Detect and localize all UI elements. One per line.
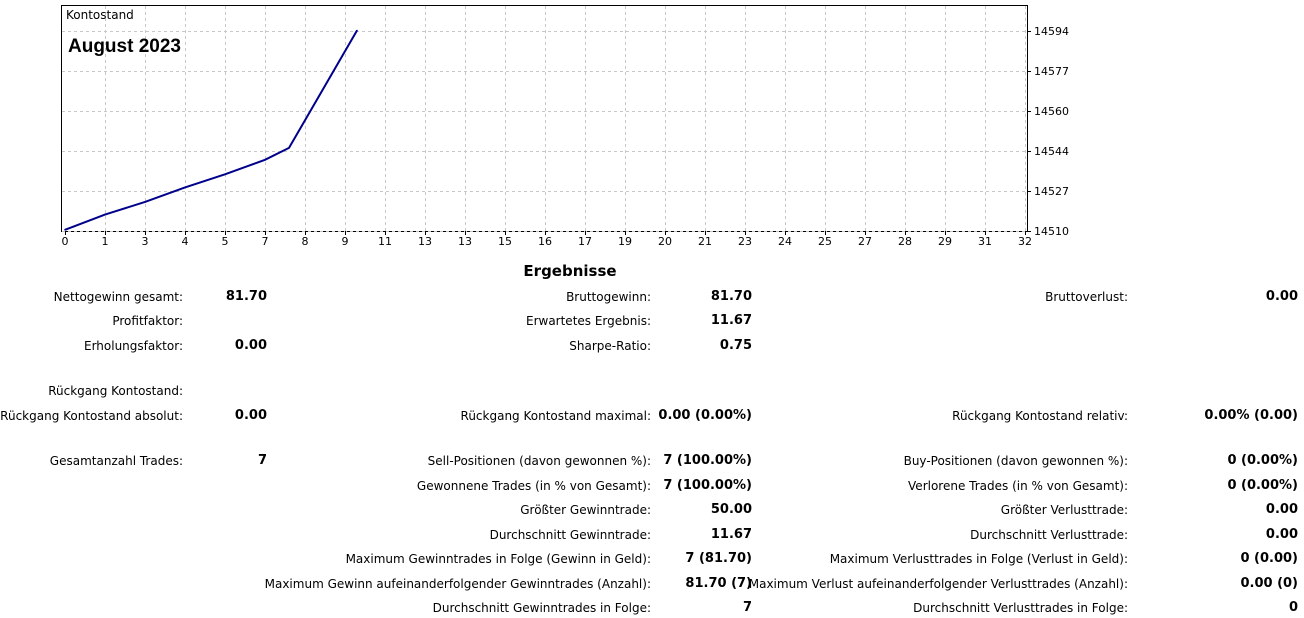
x-tick-label: 5 <box>221 235 229 248</box>
stat-value-col3: 0 (0.00%) <box>1227 478 1298 493</box>
stat-label-col1: Nettogewinn gesamt: <box>53 290 183 304</box>
stat-label-col2: Durchschnitt Gewinntrade: <box>489 528 651 542</box>
x-tick-label: 28 <box>898 235 912 248</box>
y-tick-label: 14544 <box>1034 145 1069 158</box>
stat-label-col1: Profitfaktor: <box>112 314 183 328</box>
results-title: Ergebnisse <box>523 262 617 280</box>
x-tick-label: 11 <box>378 235 392 248</box>
x-tick-label: 13 <box>418 235 432 248</box>
stat-label-col1: Gesamtanzahl Trades: <box>49 454 183 468</box>
stat-label-col1: Rückgang Kontostand absolut: <box>0 409 183 423</box>
stat-label-col2: Durchschnitt Gewinntrades in Folge: <box>432 601 651 615</box>
stat-value-col2: 11.67 <box>710 313 752 328</box>
stat-label-col2: Bruttogewinn: <box>566 290 651 304</box>
series-point <box>264 159 266 161</box>
x-tick-label: 15 <box>498 235 512 248</box>
x-tick-label: 20 <box>658 235 672 248</box>
series-point <box>224 174 226 176</box>
series-point <box>288 147 290 149</box>
stat-value-col2: 81.70 (7) <box>685 576 752 591</box>
x-tick-label: 0 <box>61 235 69 248</box>
y-tick-label: 14577 <box>1034 65 1069 78</box>
y-tick-label: 14527 <box>1034 185 1069 198</box>
stat-label-col3: Maximum Verlusttrades in Folge (Verlust in Geld): <box>829 552 1128 566</box>
x-tick-label: 3 <box>141 235 149 248</box>
x-tick-label: 29 <box>938 235 952 248</box>
stat-label-col3: Rückgang Kontostand relativ: <box>952 409 1128 423</box>
x-tick-label: 7 <box>261 235 269 248</box>
x-tick-label: 27 <box>858 235 872 248</box>
x-tick-label: 16 <box>538 235 552 248</box>
y-tick-label: 14510 <box>1034 225 1069 238</box>
stat-value-col3: 0.00 <box>1265 527 1298 542</box>
stat-label-col2: Maximum Gewinntrades in Folge (Gewinn in Geld): <box>345 552 651 566</box>
equity-chart <box>0 0 1304 256</box>
stat-value-col2: 7 (81.70) <box>685 551 752 566</box>
stat-label-col3: Bruttoverlust: <box>1045 290 1128 304</box>
stat-value-col1: 7 <box>257 453 267 468</box>
series-point <box>356 30 358 32</box>
chart-legend-label: Kontostand <box>66 8 134 22</box>
stat-value-col2: 7 (100.00%) <box>663 478 752 493</box>
stat-label-col3: Durchschnitt Verlusttrades in Folge: <box>913 601 1128 615</box>
y-axis-ticks <box>1027 25 1069 238</box>
series-point <box>184 187 186 189</box>
stat-label-col2: Gewonnene Trades (in % von Gesamt): <box>416 479 651 493</box>
chart-plot-area <box>62 6 1028 232</box>
y-tick-label: 14594 <box>1034 25 1069 38</box>
x-tick-label: 1 <box>101 235 109 248</box>
x-tick-label: 32 <box>1018 235 1032 248</box>
stat-value-col2: 50.00 <box>710 502 752 517</box>
stat-label-col2: Rückgang Kontostand maximal: <box>460 409 651 423</box>
x-tick-label: 9 <box>341 235 349 248</box>
stat-label-col3: Größter Verlusttrade: <box>1000 503 1128 517</box>
x-tick-label: 25 <box>818 235 832 248</box>
stat-label-col2: Maximum Gewinn aufeinanderfolgender Gewinntrades (Anzahl): <box>264 577 651 591</box>
stat-value-col2: 7 (100.00%) <box>663 453 752 468</box>
stat-label-col2: Sharpe-Ratio: <box>569 339 651 353</box>
stat-label-col2: Erwartetes Ergebnis: <box>525 314 651 328</box>
stat-value-col3: 0.00 (0) <box>1240 576 1298 591</box>
x-tick-label: 19 <box>618 235 632 248</box>
stat-label-col3: Verlorene Trades (in % von Gesamt): <box>908 479 1128 493</box>
series-point <box>104 214 106 216</box>
stat-value-col2: 11.67 <box>710 527 752 542</box>
chart-title: August 2023 <box>68 36 181 57</box>
stat-value-col2: 7 <box>742 600 752 615</box>
stat-value-col2: 0.75 <box>719 338 752 353</box>
x-tick-label: 23 <box>738 235 752 248</box>
x-tick-label: 8 <box>301 235 309 248</box>
x-tick-label: 17 <box>578 235 592 248</box>
stat-label-col1: Rückgang Kontostand: <box>48 384 183 398</box>
stat-label-col2: Sell-Positionen (davon gewonnen %): <box>427 454 651 468</box>
stat-value-col3: 0.00% (0.00) <box>1204 408 1298 423</box>
series-point <box>64 229 66 231</box>
x-tick-label: 31 <box>978 235 992 248</box>
y-tick-label: 14560 <box>1034 105 1069 118</box>
x-axis-ticks <box>62 231 1033 248</box>
x-tick-label: 24 <box>778 235 792 248</box>
stat-value-col1: 81.70 <box>225 289 267 304</box>
stat-value-col1: 0.00 <box>234 338 267 353</box>
stat-label-col1: Erholungsfaktor: <box>83 339 183 353</box>
stat-label-col3: Buy-Positionen (davon gewonnen %): <box>903 454 1128 468</box>
stat-value-col2: 0.00 (0.00%) <box>658 408 752 423</box>
stat-value-col1: 0.00 <box>234 408 267 423</box>
stat-label-col3: Durchschnitt Verlusttrade: <box>970 528 1128 542</box>
stat-value-col2: 81.70 <box>710 289 752 304</box>
stat-value-col3: 0.00 <box>1265 289 1298 304</box>
stat-value-col3: 0 (0.00%) <box>1227 453 1298 468</box>
stat-value-col3: 0.00 <box>1265 502 1298 517</box>
stat-value-col3: 0 <box>1288 600 1298 615</box>
x-tick-label: 21 <box>698 235 712 248</box>
stat-label-col2: Größter Gewinntrade: <box>520 503 651 517</box>
x-tick-label: 13 <box>458 235 472 248</box>
stat-value-col3: 0 (0.00) <box>1240 551 1298 566</box>
x-tick-label: 4 <box>181 235 189 248</box>
series-point <box>144 201 146 203</box>
stat-label-col3: Maximum Verlust aufeinanderfolgender Verlusttrades (Anzahl): <box>748 577 1128 591</box>
